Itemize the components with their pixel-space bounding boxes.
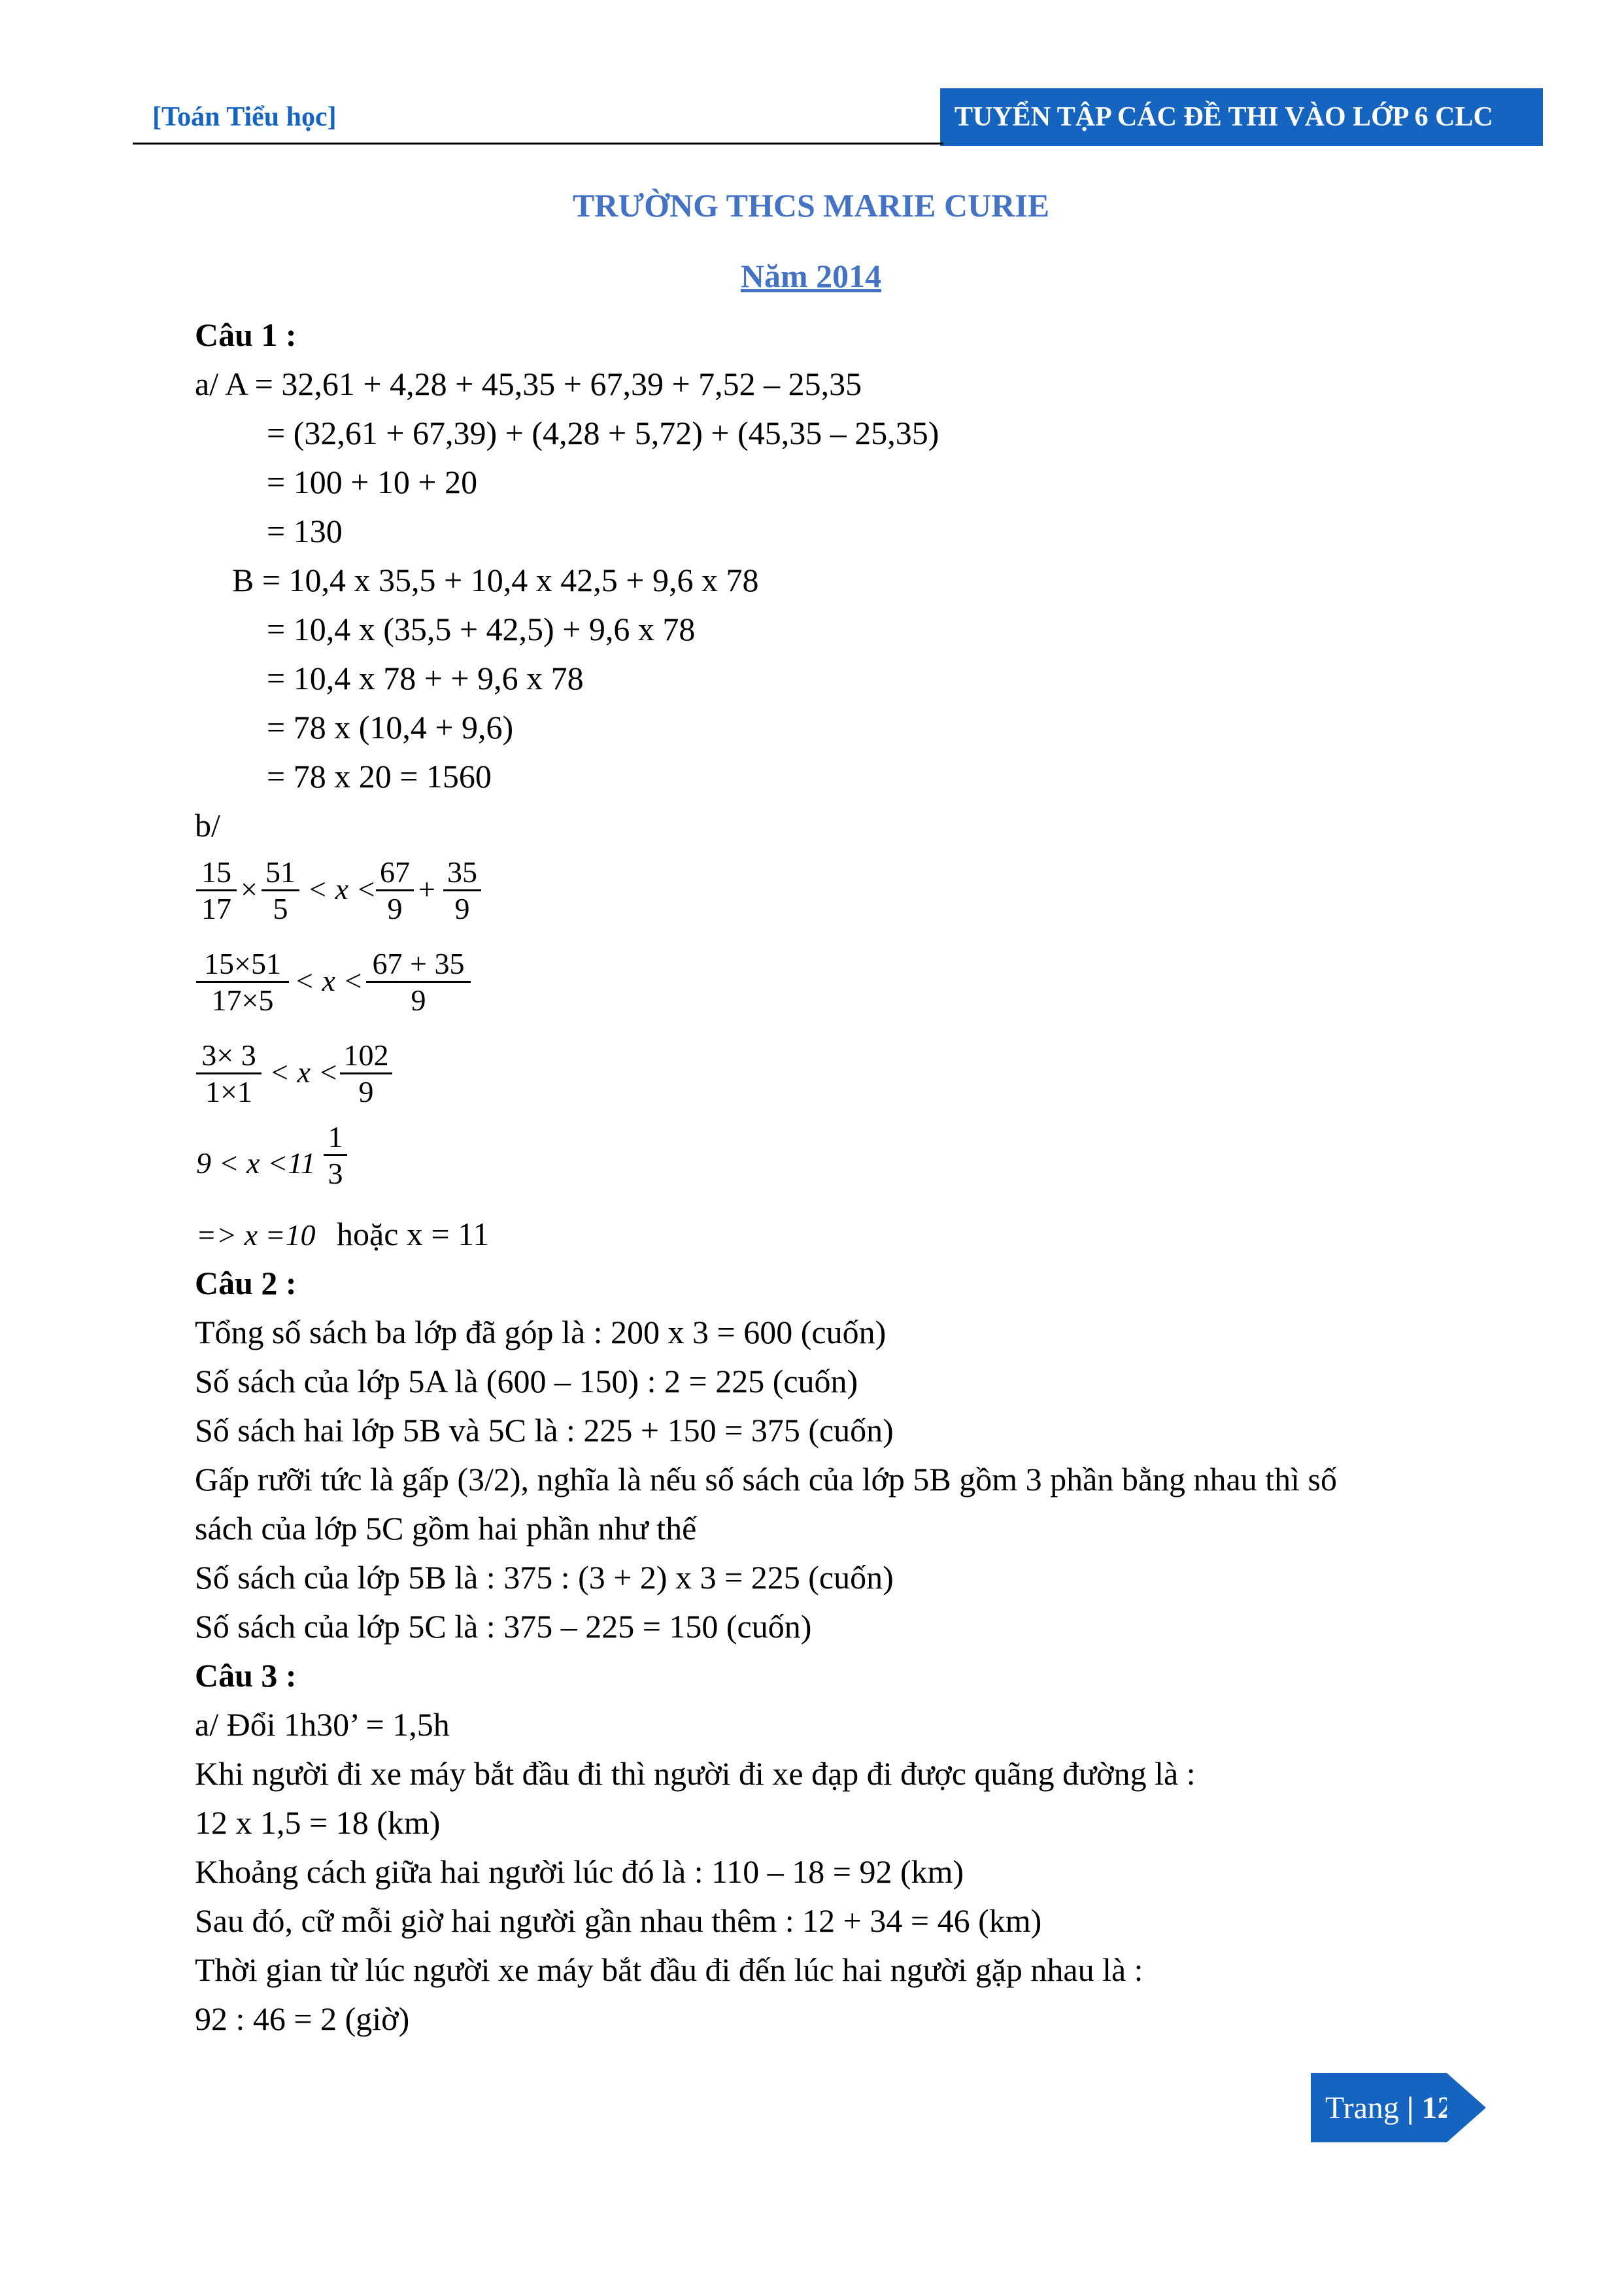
answer-x11: hoặc x = 11 [337, 1216, 490, 1252]
q2-line: Số sách của lớp 5A là (600 – 150) : 2 = 225 (cuốn) [195, 1363, 858, 1399]
question-1-heading: Câu 1 : [195, 317, 297, 353]
plus-sign: + [418, 872, 435, 906]
page-number-tag [1311, 2073, 1469, 2142]
fraction-1-3: 1 3 [324, 1120, 347, 1191]
line-b-step2: = 10,4 x 78 + + 9,6 x 78 [267, 660, 584, 696]
line-a-step2: = 100 + 10 + 20 [267, 464, 478, 500]
header-divider [133, 143, 943, 145]
q2-line: Số sách của lớp 5C là : 375 – 225 = 150 (cuốn) [195, 1608, 812, 1645]
page-label: Trang [1325, 2090, 1399, 2125]
fraction-15x51-17x5: 15×51 17×5 [196, 946, 289, 1018]
q3-line: Khoảng cách giữa hai người lúc đó là : 110 – 18 = 92 (km) [195, 1853, 964, 1890]
part-b-label: b/ [195, 807, 220, 844]
q3-line: 12 x 1,5 = 18 (km) [195, 1804, 441, 1841]
q2-line: Tổng số sách ba lớp đã góp là : 200 x 3 = 600 (cuốn) [195, 1314, 887, 1350]
q3-line: Khi người đi xe máy bắt đầu đi thì người đi xe đạp đi được quãng đường là : [195, 1755, 1196, 1792]
header-collection-title: TUYỂN TẬP CÁC ĐỀ THI VÀO LỚP 6 CLC [940, 88, 1543, 146]
question-2-heading: Câu 2 : [195, 1265, 297, 1301]
inequality-mid: < x < [307, 872, 377, 906]
fraction-3x3-1x1: 3× 3 1×1 [196, 1038, 262, 1109]
line-b-step1: = 10,4 x (35,5 + 42,5) + 9,6 x 78 [267, 611, 696, 647]
q2-line: Số sách của lớp 5B là : 375 : (3 + 2) x 3 = 225 (cuốn) [195, 1559, 894, 1596]
q3-line: a/ Đổi 1h30’ = 1,5h [195, 1706, 450, 1743]
fraction-67-9: 67 9 [376, 855, 414, 926]
line-b-expr: B = 10,4 x 35,5 + 10,4 x 42,5 + 9,6 x 78 [232, 562, 759, 598]
q2-line: sách của lớp 5C gồm hai phần như thế [195, 1510, 697, 1547]
line-b-step3: = 78 x (10,4 + 9,6) [267, 709, 514, 745]
school-title: TRƯỜNG THCS MARIE CURIE [572, 187, 1050, 224]
exam-year: Năm 2014 [740, 258, 882, 294]
question-3-heading: Câu 3 : [195, 1657, 297, 1694]
line-a: a/ A = 32,61 + 4,28 + 45,35 + 67,39 + 7,52 – 25,35 [195, 366, 862, 402]
page-separator: | [1406, 2090, 1414, 2125]
line-a-step3: = 130 [267, 513, 343, 549]
line-b-step4: = 78 x 20 = 1560 [267, 758, 492, 795]
q2-line: Gấp rưỡi tức là gấp (3/2), nghĩa là nếu số sách của lớp 5B gồm 3 phần bằng nhau thì số [195, 1461, 1337, 1498]
q3-line: 92 : 46 = 2 (giờ) [195, 2000, 410, 2037]
fraction-35-9: 35 9 [443, 855, 481, 926]
answer-x10: => x =10 [196, 1218, 316, 1252]
q3-line: Sau đó, cữ mỗi giờ hai người gần nhau thêm : 12 + 34 = 46 (km) [195, 1902, 1042, 1939]
inequality-mid-3: < x < [269, 1055, 339, 1089]
header-subject: [Toán Tiểu học] [152, 102, 337, 132]
inequality-result: 9 < x <11 [196, 1146, 316, 1180]
fraction-67plus35-9: 67 + 35 9 [366, 946, 471, 1018]
fraction-51-5: 51 5 [262, 855, 299, 926]
fraction-102-9: 102 9 [340, 1038, 392, 1109]
page-tag-arrow [1447, 2073, 1486, 2142]
line-a-step1: = (32,61 + 67,39) + (4,28 + 5,72) + (45,35 – 25,35) [267, 415, 939, 451]
page-number: 123 [1421, 2090, 1469, 2125]
q3-line: Thời gian từ lúc người xe máy bắt đầu đi đến lúc hai người gặp nhau là : [195, 1951, 1143, 1988]
times-sign: × [241, 872, 258, 906]
fraction-15-17: 15 17 [196, 855, 237, 926]
q2-line: Số sách hai lớp 5B và 5C là : 225 + 150 = 375 (cuốn) [195, 1412, 894, 1448]
inequality-mid-2: < x < [294, 964, 363, 997]
